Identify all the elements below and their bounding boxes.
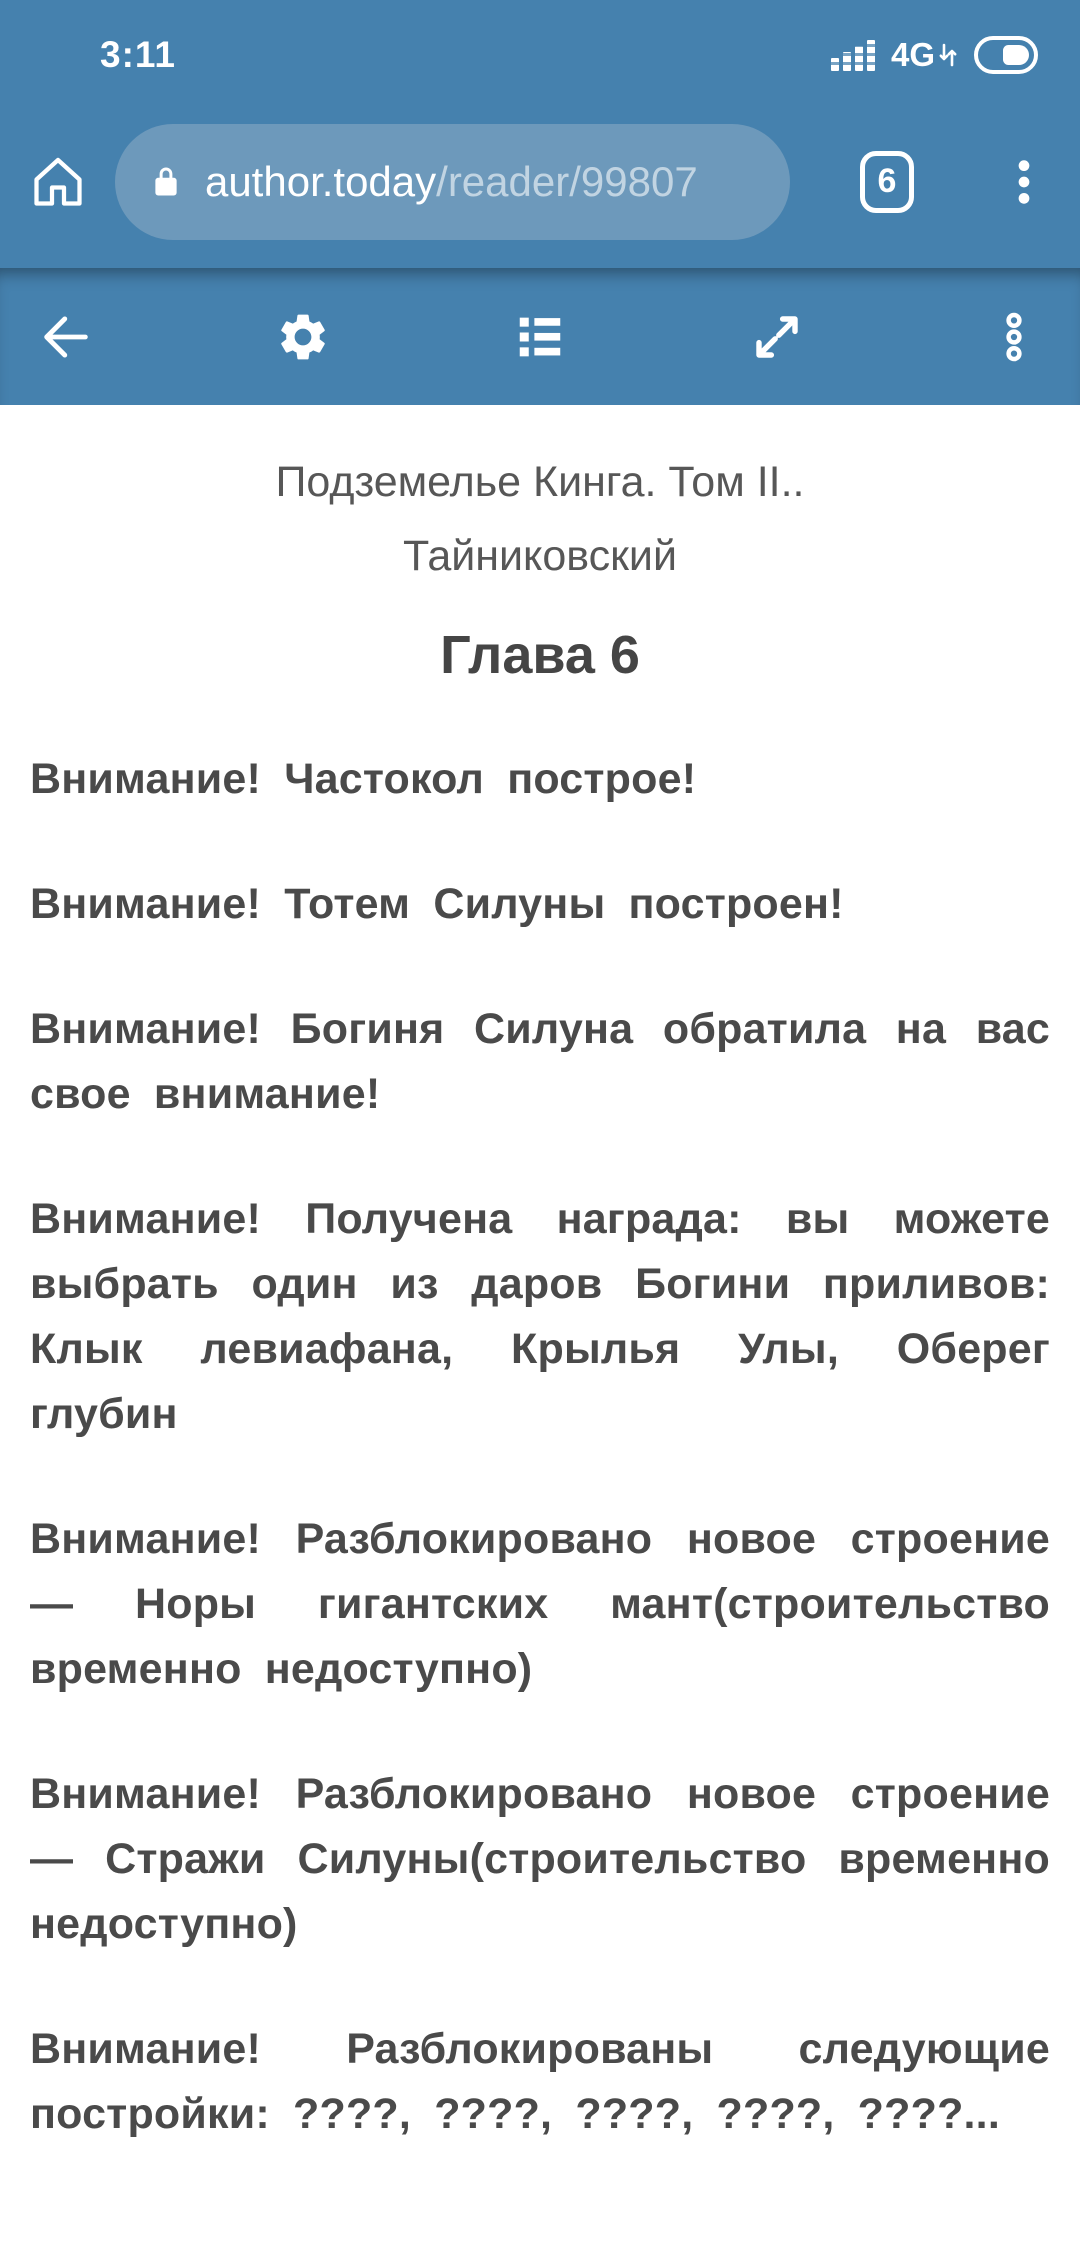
settings-button[interactable] (273, 307, 333, 367)
reader-content (0, 405, 1080, 2147)
paragraph: Внимание! Разблокировано новое строение — Норы гигантских мант(строительство временно недоступно) (30, 1515, 1050, 1693)
tab-counter-button[interactable] (860, 151, 914, 213)
url-bar[interactable] (115, 124, 790, 240)
book-author: Тайниковский (403, 532, 677, 580)
overflow-dots-icon (987, 310, 1041, 364)
url-domain: author.today (204, 157, 437, 205)
clock-text: 3:11 (100, 33, 177, 75)
status-icons (831, 36, 1038, 74)
data-arrows-icon (938, 43, 958, 67)
paragraph: Внимание! Богиня Силуна обратила на вас свое внимание! (30, 1005, 1050, 1118)
gear-icon (275, 309, 331, 365)
table-of-contents-button[interactable] (510, 307, 570, 367)
network-label: 4G (890, 35, 935, 73)
home-button[interactable] (28, 152, 89, 212)
browser-menu-button[interactable] (996, 154, 1052, 210)
menu-dots-icon (996, 154, 1052, 210)
expand-arrows-icon (750, 310, 804, 364)
paragraph: Внимание! Получена награда: вы можете выбрать один из даров Богини приливов: Клык левиафана, Крылья Улы, Оберег глубин (30, 1195, 1050, 1438)
status-bar (0, 0, 1080, 95)
paragraph: Внимание! Разблокированы следующие постройки: ????, ????, ????, ????, ????... (30, 2025, 1050, 2138)
list-icon (513, 310, 567, 364)
tab-count: 6 (877, 162, 897, 200)
back-button[interactable] (36, 307, 96, 367)
home-icon (28, 152, 88, 212)
browser-chrome (0, 95, 1080, 268)
signal-strength-icon (831, 39, 875, 71)
book-header (30, 445, 1050, 593)
lock-icon (149, 162, 183, 202)
reader-toolbar (0, 268, 1080, 405)
back-arrow-icon (37, 308, 95, 366)
network-type (891, 36, 958, 74)
reader-menu-button[interactable] (984, 307, 1044, 367)
paragraph: Внимание! Тотем Силуны построен! (30, 880, 844, 928)
url-text (205, 158, 698, 206)
battery-icon (974, 36, 1038, 74)
fullscreen-button[interactable] (747, 307, 807, 367)
paragraph: Внимание! Частокол построе! (30, 755, 697, 803)
url-path: /reader/99807 (436, 157, 698, 205)
chapter-heading: Глава 6 (440, 625, 640, 685)
paragraph: Внимание! Разблокировано новое строение — Стражи Силуны(строительство временно недоступно) (30, 1770, 1050, 1948)
book-title: Подземелье Кинга. Том II.. (275, 458, 805, 506)
